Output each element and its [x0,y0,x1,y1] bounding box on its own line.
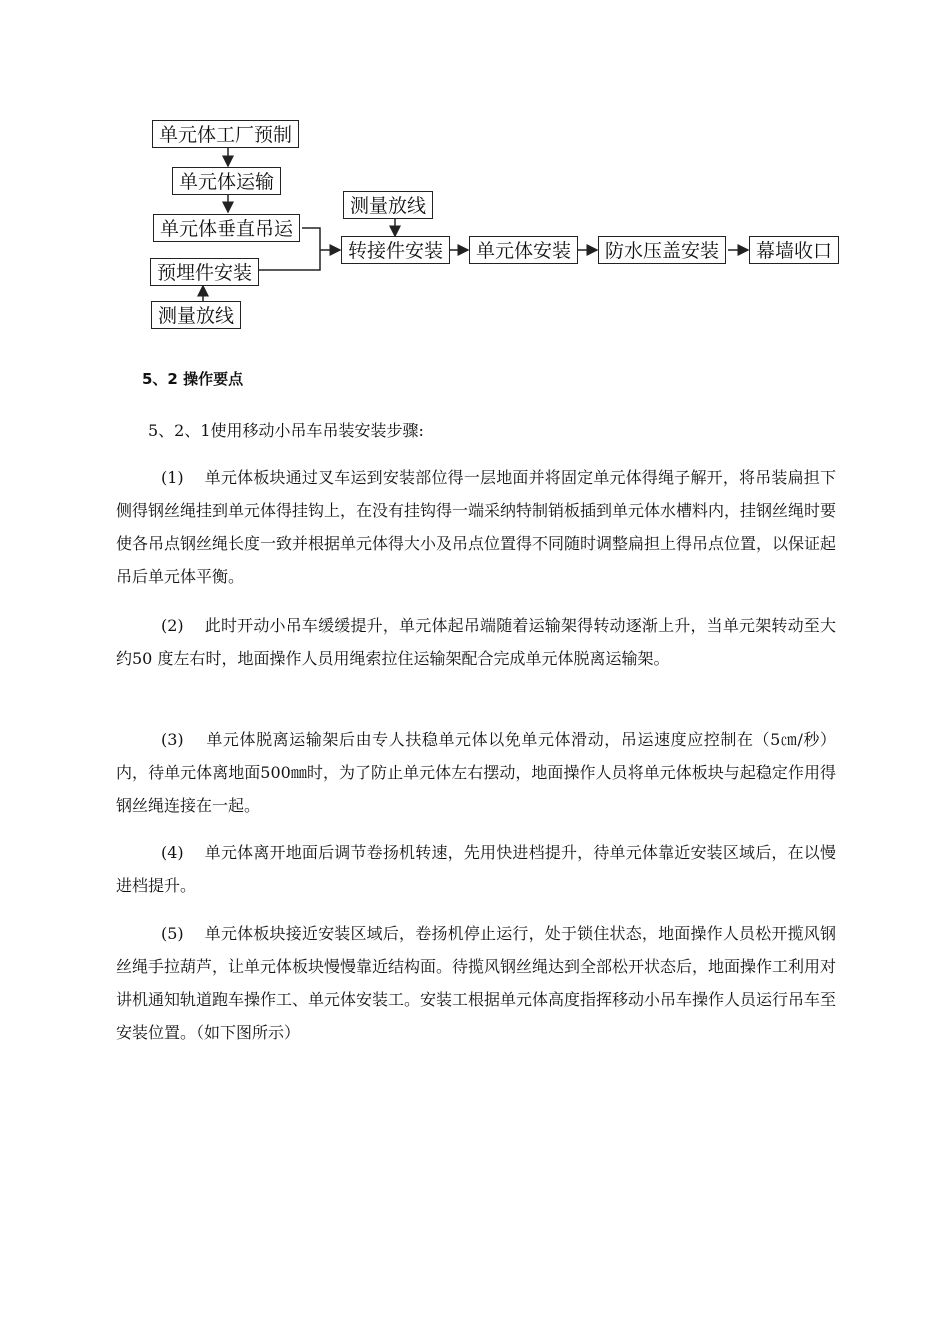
flow-box-vertical-lift: 单元体垂直吊运 [153,214,300,242]
step-paragraph [116,461,836,593]
flow-box-transport: 单元体运输 [172,167,281,195]
step-number: (5) [161,924,184,943]
step-text: 单元体板块通过叉车运到安装部位得一层地面并将固定单元体得绳子解开，将吊装扁担下侧得钢丝绳挂到单元体得挂钩上，在没有挂钩得一端采纳特制销板插到单元体水槽料内，挂钢丝绳时要使各吊点钢丝绳长度一致并根据单元体得大小及吊点位置得不同随时调整扁担上得吊点位置，以保证起吊后单元体平衡。 [116,468,837,586]
step-number: (3) [161,730,184,749]
flow-box-unit-install: 单元体安装 [469,236,578,264]
step-paragraph [116,917,836,1049]
step-text: 单元体离开地面后调节卷扬机转速，先用快进档提升，待单元体靠近安装区域后，在以慢进档提升。 [116,843,836,895]
flow-box-adapter-install: 转接件安装 [341,236,450,264]
flow-box-embed-install: 预埋件安装 [150,258,259,286]
step-paragraph [116,836,836,902]
flowchart-connectors [0,0,950,340]
flow-box-factory-prefab: 单元体工厂预制 [152,120,299,148]
flow-box-survey-top: 测量放线 [343,191,433,219]
section-heading: 5、2 操作要点 [142,370,244,388]
step-text: 此时开动小吊车缓缓提升，单元体起吊端随着运输架得转动逐渐上升，当单元架转动至大约50 度左右时，地面操作人员用绳索拉住运输架配合完成单元体脱离运输架。 [116,616,836,668]
step-number: (4) [161,843,184,862]
flow-box-curtain-finish: 幕墙收口 [749,236,839,264]
step-paragraph [116,609,836,675]
section-subheading: 5、2、1使用移动小吊车吊装安装步骤: [148,421,424,440]
step-number: (2) [161,616,184,635]
step-text: 单元体板块接近安装区域后，卷扬机停止运行，处于锁住状态，地面操作人员松开揽风钢丝绳手拉葫芦，让单元体板块慢慢靠近结构面。待揽风钢丝绳达到全部松开状态后，地面操作工利用对讲机通知轨道跑车操作工、单元体安装工。安装工根据单元体高度指挥移动小吊车操作人员运行吊车至安装位置。（如下图所示） [116,924,837,1042]
flow-box-survey-bottom: 测量放线 [151,301,241,329]
step-number: (1) [161,468,184,487]
flow-box-waterproof-cap: 防水压盖安装 [598,236,726,264]
step-paragraph [116,723,836,822]
step-text: 单元体脱离运输架后由专人扶稳单元体以免单元体滑动，吊运速度应控制在（5㎝/秒）内，待单元体离地面500㎜时，为了防止单元体左右摆动，地面操作人员将单元体板块与起稳定作用得钢丝绳连接在一起。 [116,730,836,815]
